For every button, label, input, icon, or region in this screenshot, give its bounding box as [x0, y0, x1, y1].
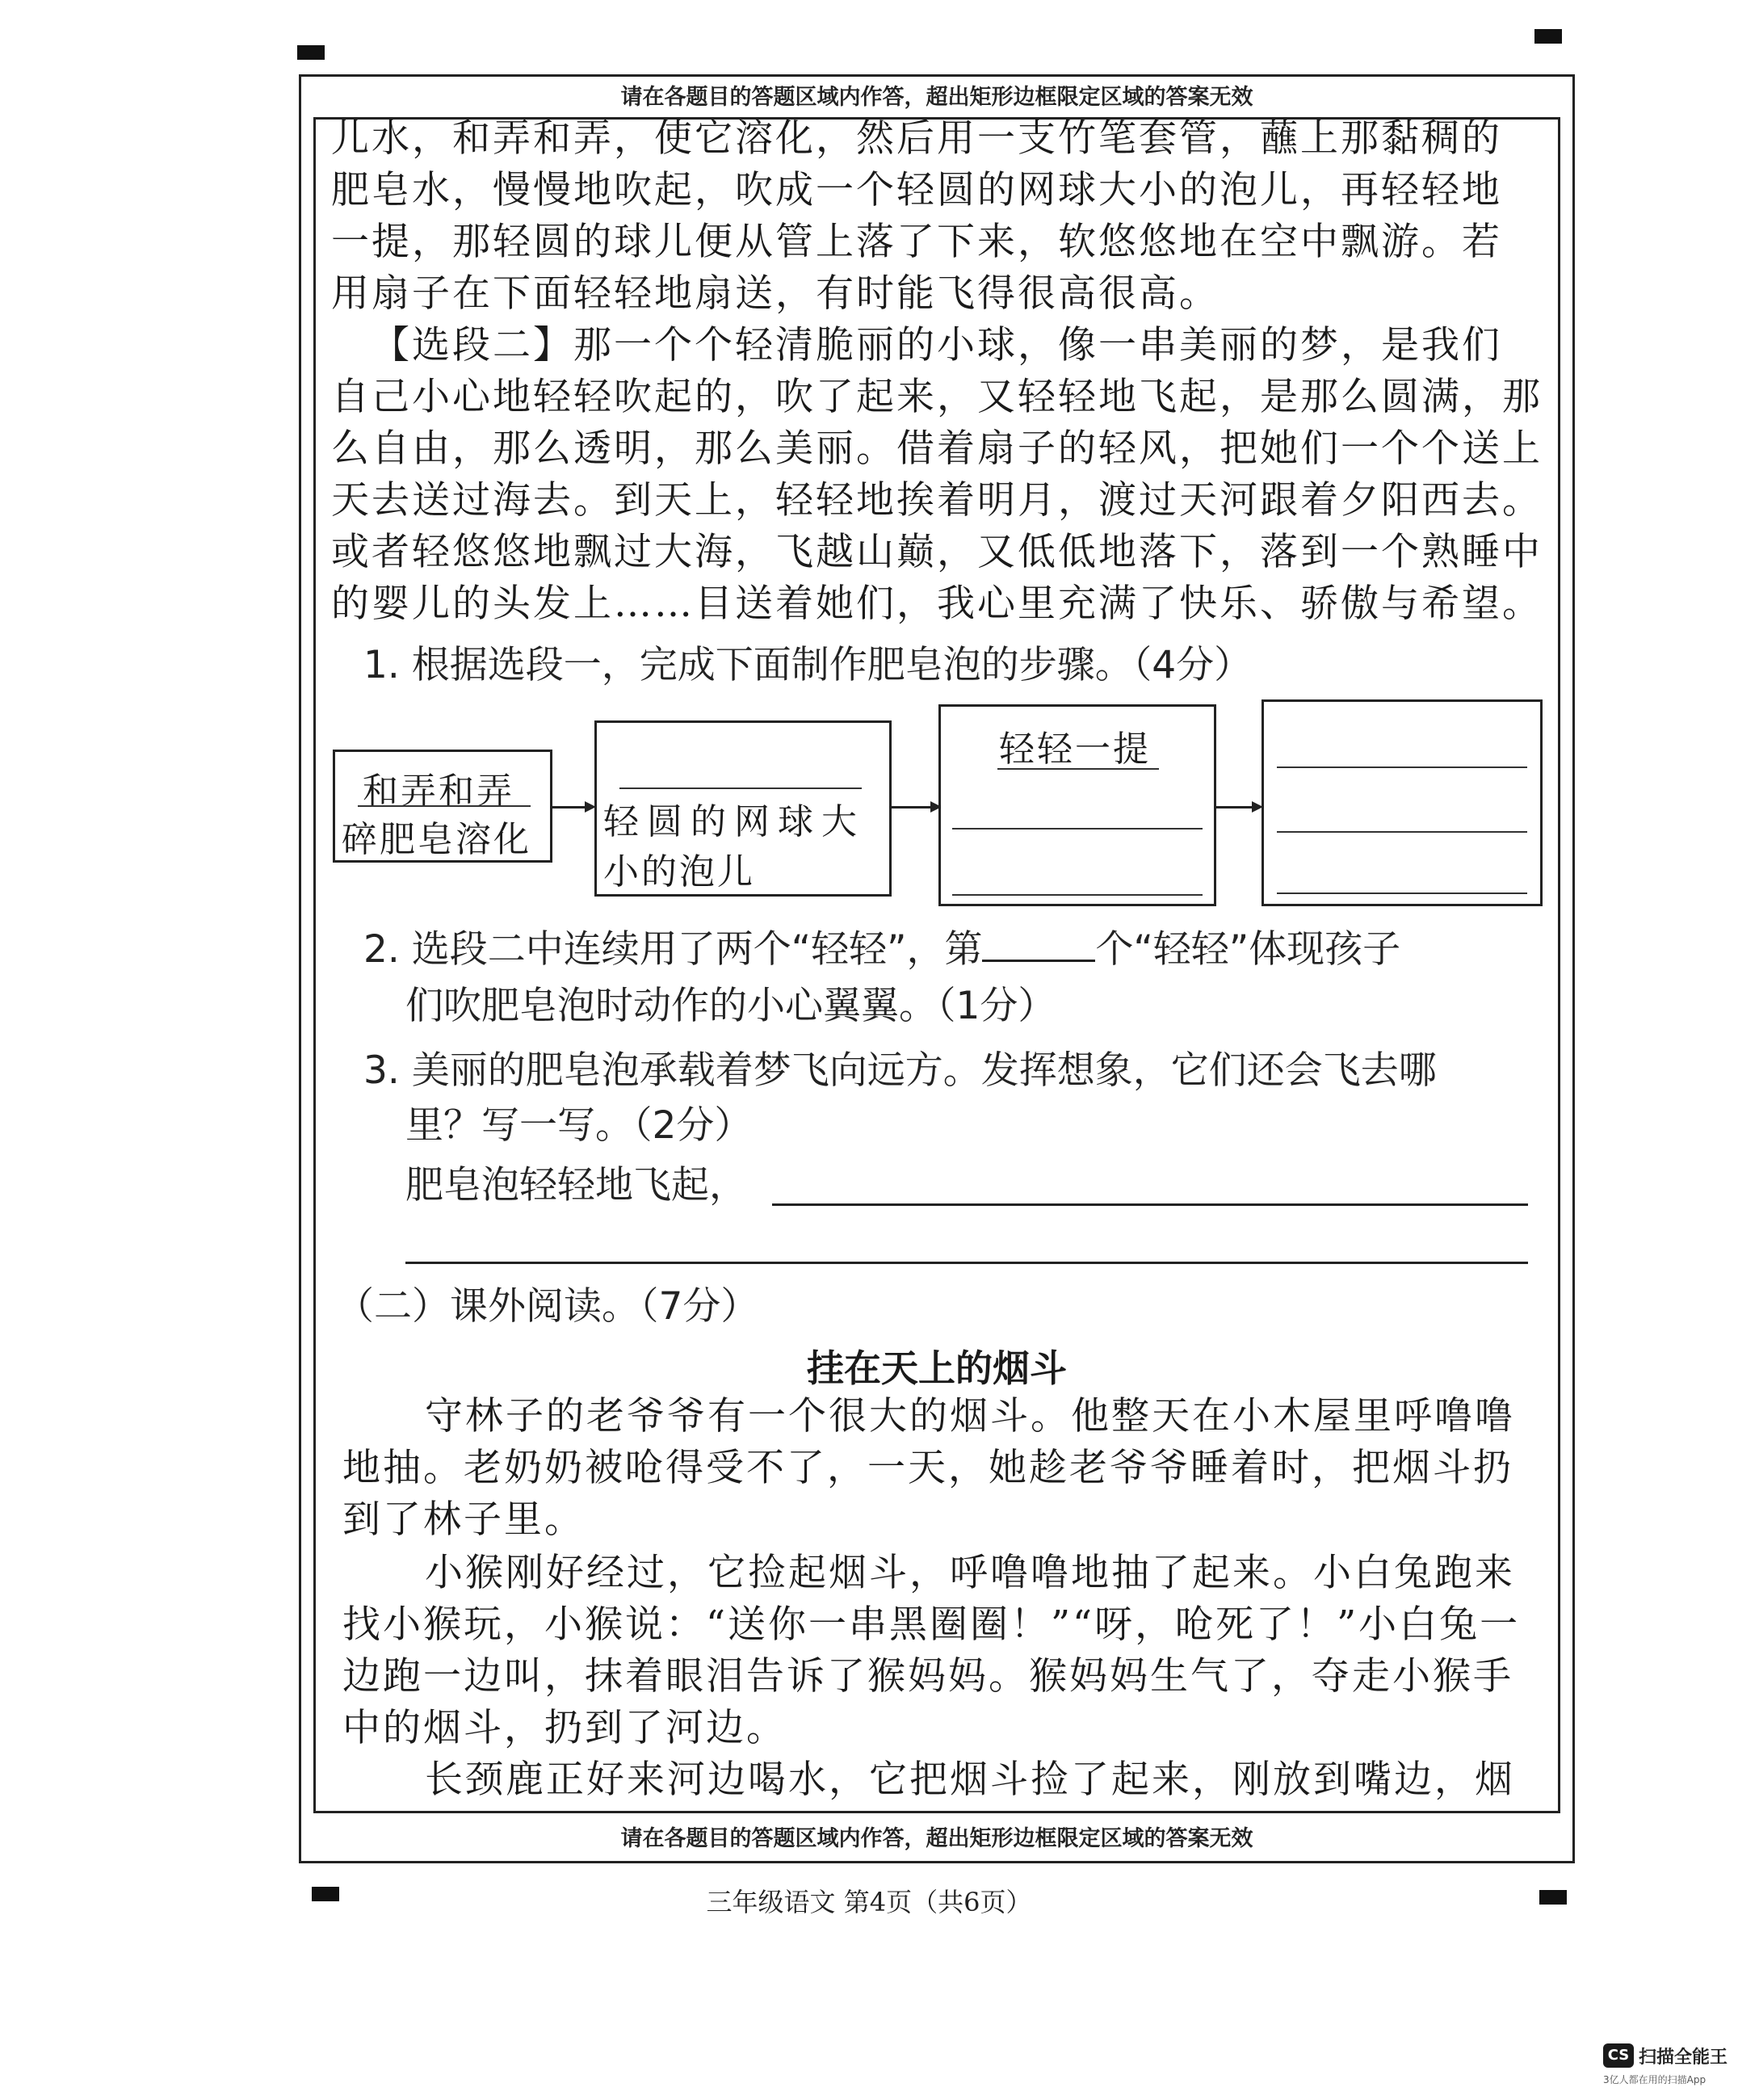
- step-2-line-1: 轻圆的网球大: [603, 801, 865, 842]
- story-line: 中的烟斗，扔到了河边。: [342, 1706, 787, 1750]
- footer-note: 请在各题目的答题区域内作答，超出矩形边框限定区域的答案无效: [620, 1826, 1253, 1851]
- scanner-watermark: [1603, 2042, 1732, 2090]
- answer-line[interactable]: [405, 1262, 1528, 1264]
- section-2-heading: （二）课外阅读。（7分）: [336, 1284, 759, 1329]
- story-line: 地抽。老奶奶被呛得受不了，一天，她趁老爷爷睡着时，把烟斗扔: [342, 1446, 1513, 1490]
- passage-line: 儿水，和弄和弄，使它溶化，然后用一支竹笔套管，蘸上那黏稠的: [331, 116, 1502, 161]
- story-title: 挂在天上的烟斗: [807, 1346, 1067, 1390]
- passage-line: 或者轻悠悠地飘过大海，飞越山巅，又低低地落下，落到一个熟睡中: [331, 530, 1543, 574]
- story-line: 到了林子里。: [342, 1497, 585, 1542]
- passage-line: 么自由，那么透明，那么美丽。借着扇子的轻风，把她们一个个送上: [331, 426, 1543, 471]
- registration-mark-top-left: [297, 45, 325, 60]
- question-1: 1. 根据选段一，完成下面制作肥皂泡的步骤。（4分）: [363, 643, 1253, 687]
- story-line: 长颈鹿正好来河边喝水，它把烟斗捡了起来，刚放到嘴边，烟: [425, 1758, 1515, 1802]
- question-2: [363, 924, 1400, 976]
- question-3-line-2: 里？写一写。（2分）: [405, 1103, 753, 1148]
- passage-line: 用扇子在下面轻轻地扇送，有时能飞得很高很高。: [331, 271, 1220, 316]
- story-line: 找小猴玩，小猴说：“送你一串黑圈圈！”“呀，呛死了！”小白兔一: [342, 1602, 1521, 1647]
- step-4-answer-line: [1277, 892, 1527, 894]
- step-1-line-1: 和弄和弄: [363, 771, 514, 812]
- answer-line[interactable]: [772, 1203, 1528, 1206]
- arrow-icon: [1216, 806, 1260, 808]
- story-line: 边跑一边叫，抹着眼泪告诉了猴妈妈。猴妈妈生气了，夺走小猴手: [342, 1654, 1513, 1699]
- step-1-line-2: 碎肥皂溶化: [342, 819, 531, 860]
- brand-name: 扫描全能王: [1639, 2048, 1728, 2068]
- passage-line: 一提，那轻圆的球儿便从管上落了下来，软悠悠地在空中飘游。若: [331, 220, 1502, 264]
- step-2-line-2: 小的泡儿: [603, 851, 755, 892]
- story-line: 小猴刚好经过，它捡起烟斗，呼噜噜地抽了起来。小白兔跑来: [425, 1551, 1515, 1595]
- step-3-answer-line: [952, 828, 1203, 830]
- page-footer: 三年级语文 第4页（共6页）: [706, 1887, 1032, 1917]
- step-4-answer-line: [1277, 766, 1527, 768]
- step-2-underline: [619, 788, 862, 789]
- registration-mark-top-right: [1534, 29, 1562, 44]
- step-box-1: [333, 750, 552, 863]
- passage-line: 【选段二】那一个个轻清脆丽的小球，像一串美丽的梦，是我们: [372, 323, 1502, 368]
- arrow-icon: [552, 806, 593, 808]
- question-3-prompt: 肥皂泡轻轻地飞起，: [405, 1163, 747, 1208]
- step-box-2: [594, 720, 892, 897]
- question-3: 3. 美丽的肥皂泡承载着梦飞向远方。发挥想象，它们还会飞去哪: [363, 1048, 1437, 1093]
- question-2-part-1: 2. 选段二中连续用了两个“轻轻”，第: [363, 927, 983, 972]
- story-line: 守林子的老爷爷有一个很大的烟斗。他整天在小木屋里呼噜噜: [425, 1394, 1515, 1438]
- passage-line: 的婴儿的头发上……目送着她们，我心里充满了快乐、骄傲与希望。: [331, 582, 1543, 626]
- step-1-underline: [358, 805, 531, 807]
- question-2-line-2: 们吹肥皂泡时动作的小心翼翼。（1分）: [405, 984, 1056, 1028]
- passage-line: 自己小心地轻轻吹起的，吹了起来，又轻轻地飞起，是那么圆满，那: [331, 375, 1543, 419]
- step-3-underline: [997, 768, 1159, 770]
- arrow-icon: [892, 806, 938, 808]
- step-3-answer-line: [952, 894, 1203, 896]
- passage-line: 肥皂水，慢慢地吹起，吹成一个轻圆的网球大小的泡儿，再轻轻地: [331, 168, 1502, 212]
- question-2-part-2: 个“轻轻”体现孩子: [1095, 927, 1401, 972]
- step-box-3: [938, 704, 1216, 906]
- header-note: 请在各题目的答题区域内作答，超出矩形边框限定区域的答案无效: [620, 85, 1253, 110]
- step-3-line-1: 轻轻一提: [999, 729, 1151, 770]
- step-4-answer-line: [1277, 831, 1527, 833]
- step-box-4: [1262, 699, 1543, 906]
- brand-tagline: 3亿人都在用的扫描App: [1603, 2074, 1707, 2085]
- cs-logo-icon: CS: [1603, 2043, 1634, 2068]
- passage-line: 天去送过海去。到天上，轻轻地挨着明月，渡过天河跟着夕阳西去。: [331, 478, 1543, 523]
- answer-blank[interactable]: [982, 927, 1095, 962]
